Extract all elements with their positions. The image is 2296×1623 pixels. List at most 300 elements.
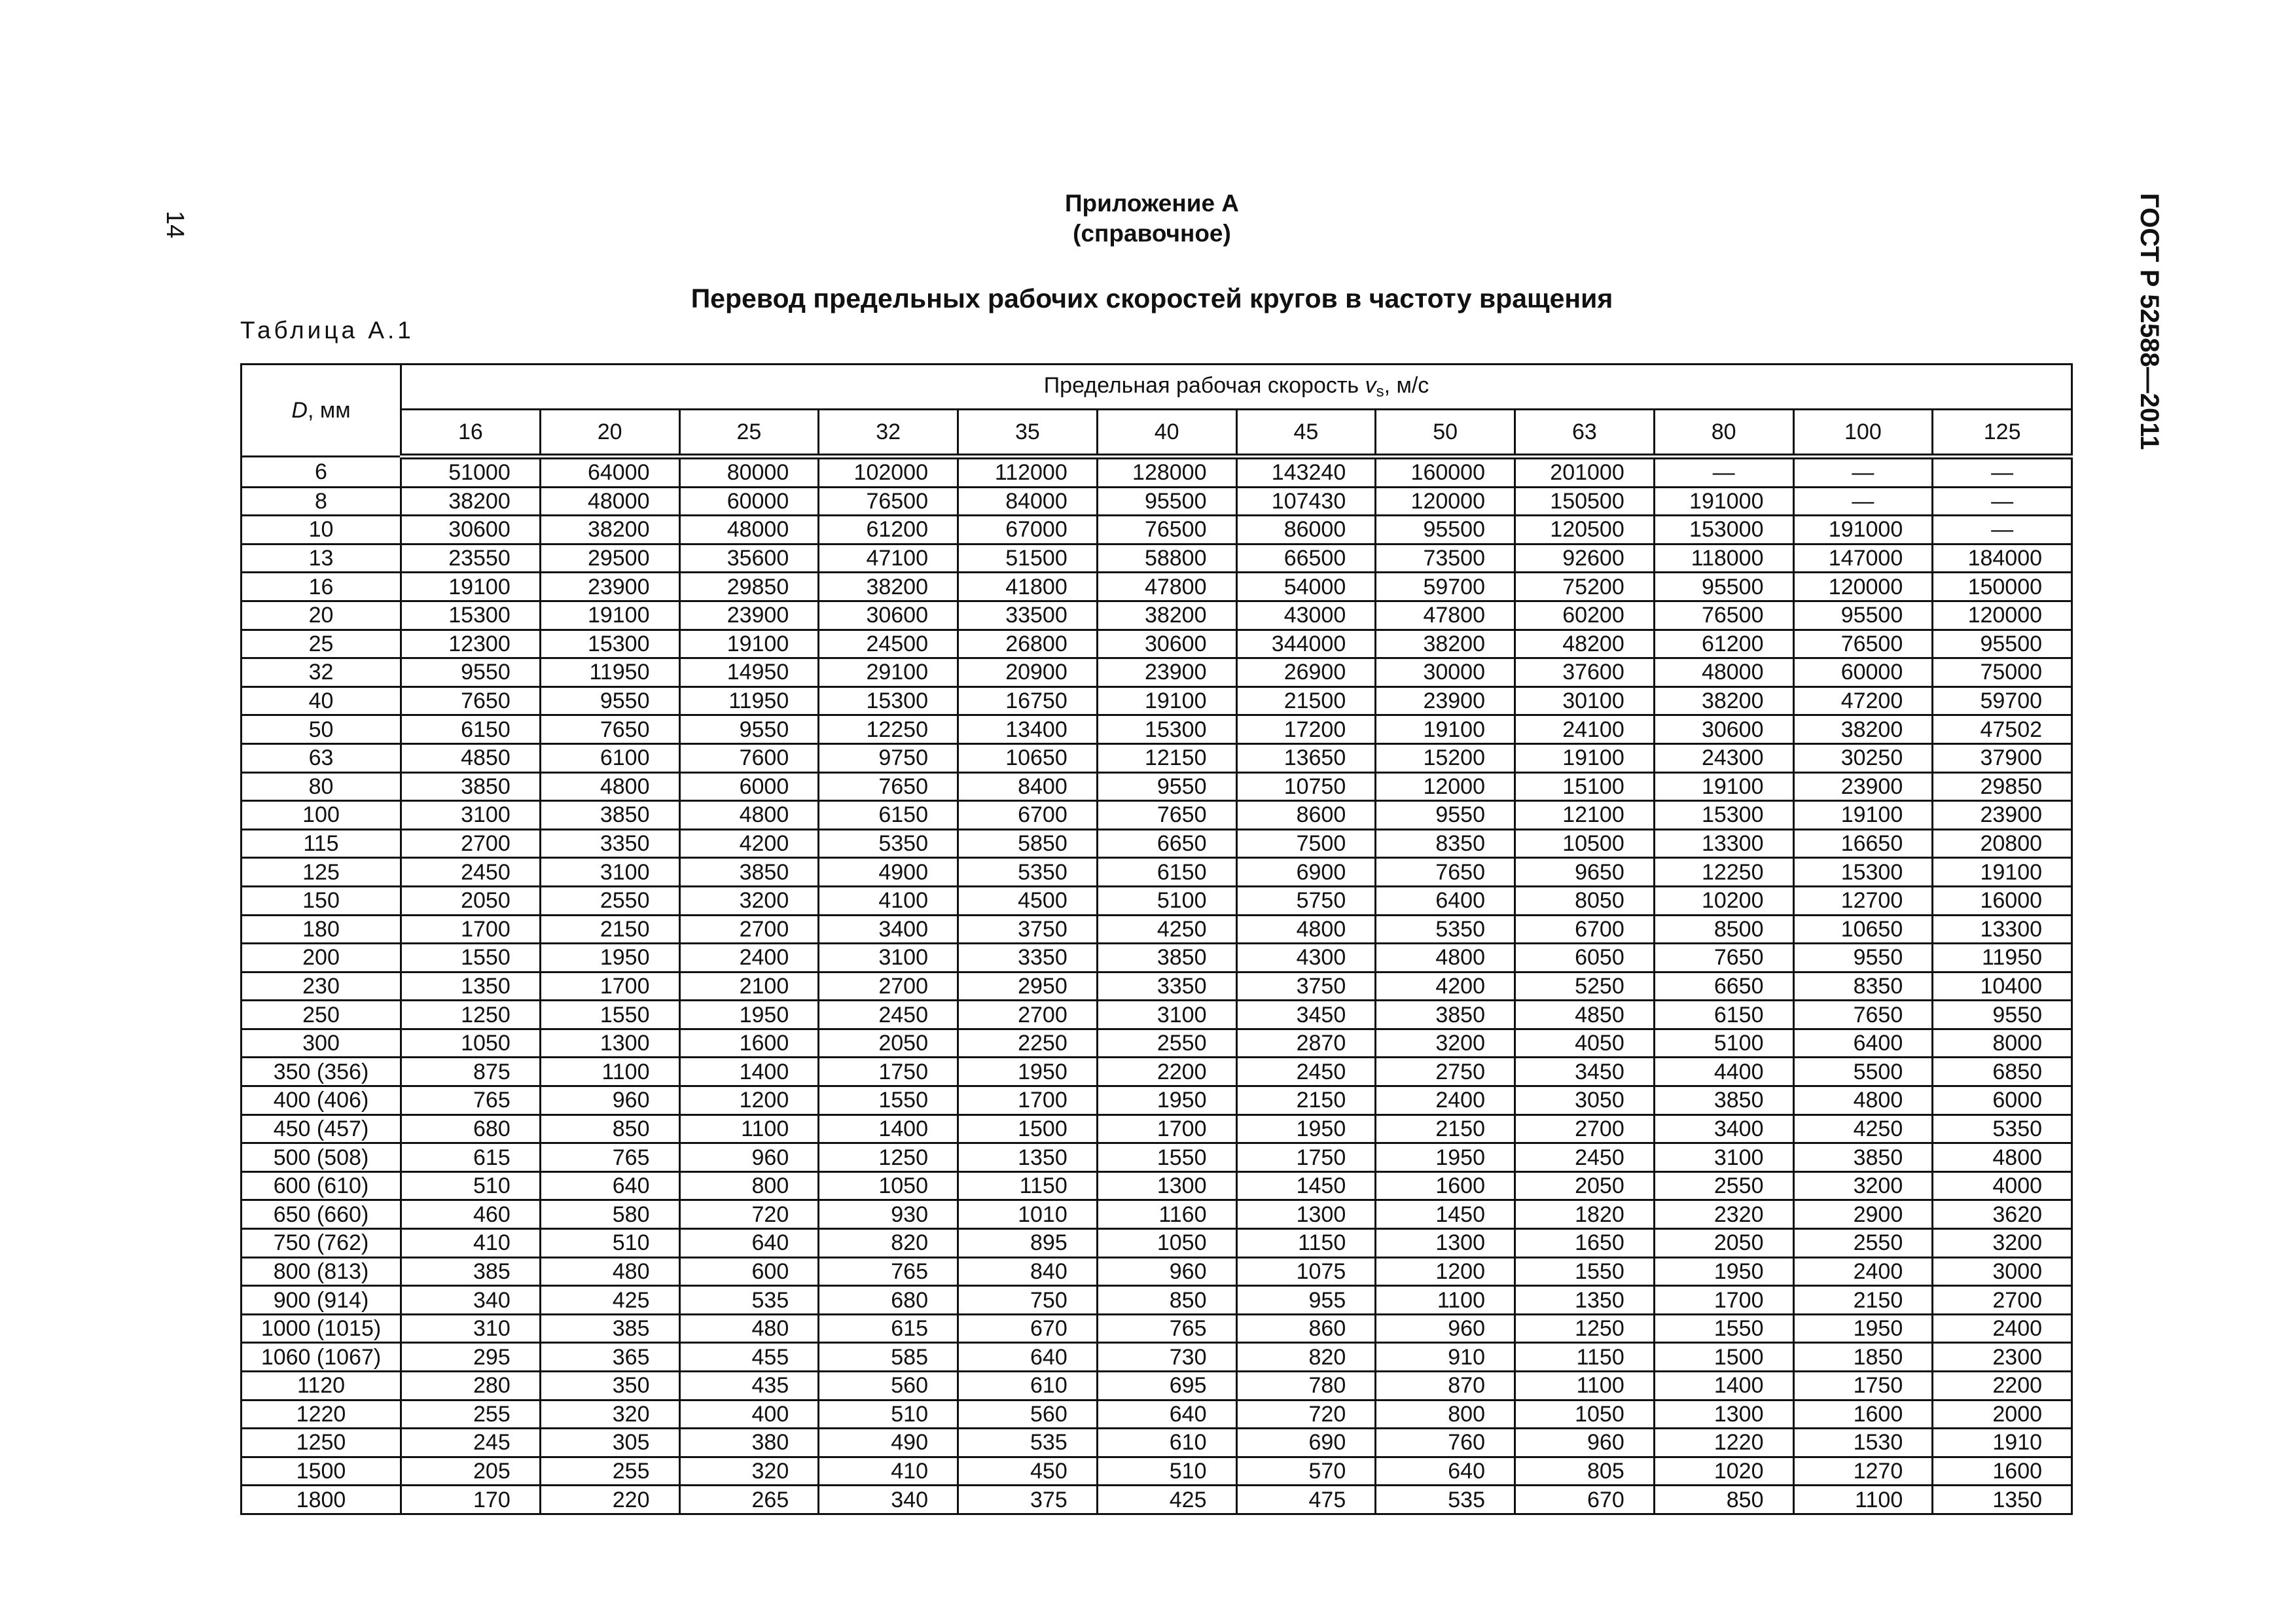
speed-column-header: 100 (1793, 410, 1933, 457)
rpm-cell: 15300 (819, 687, 958, 715)
rpm-cell: 3620 (1933, 1200, 2072, 1229)
rpm-cell: 12000 (1376, 772, 1515, 801)
rpm-cell: 375 (958, 1486, 1098, 1514)
rpm-cell: 67000 (958, 516, 1098, 544)
rpm-cell: 60200 (1515, 601, 1655, 630)
speed-column-header: 63 (1515, 410, 1655, 457)
rpm-cell: 10400 (1933, 972, 2072, 1001)
rpm-cell: 153000 (1654, 516, 1793, 544)
rpm-cell: 84000 (958, 487, 1098, 516)
rpm-cell: 2900 (1793, 1200, 1933, 1229)
diameter-cell: 16 (242, 573, 401, 601)
rpm-cell: 30600 (401, 516, 541, 544)
diameter-cell: 250 (242, 1001, 401, 1029)
rpm-cell: 1050 (401, 1029, 541, 1058)
rpm-cell: 95500 (1933, 630, 2072, 658)
rpm-cell: 820 (819, 1229, 958, 1258)
rpm-cell: 7650 (1654, 944, 1793, 972)
rpm-cell: 7500 (1236, 829, 1376, 858)
rpm-cell: 765 (401, 1086, 541, 1115)
rpm-cell: 1700 (1097, 1115, 1236, 1143)
rpm-cell: 64000 (540, 457, 679, 488)
rpm-cell: 19100 (1933, 858, 2072, 887)
rpm-cell: 4800 (1793, 1086, 1933, 1115)
annex-title: Приложение А (1064, 190, 1240, 217)
page-title: Перевод предельных рабочих скоростей кругов в частоту вращения (691, 283, 1613, 313)
rpm-cell: 29100 (819, 658, 958, 687)
rpm-cell: 76500 (1793, 630, 1933, 658)
table-row (242, 1286, 2072, 1315)
rpm-cell: 47800 (1097, 573, 1236, 601)
rpm-cell: 3850 (679, 858, 819, 887)
diameter-cell: 125 (242, 858, 401, 887)
table-row (242, 573, 2072, 601)
rpm-cell: 320 (540, 1400, 679, 1429)
table-row (242, 601, 2072, 630)
table-row (242, 915, 2072, 944)
rpm-cell: 19100 (1793, 801, 1933, 830)
rpm-cell: 19100 (1097, 687, 1236, 715)
table-row (242, 658, 2072, 687)
rpm-cell: 112000 (958, 457, 1098, 488)
rpm-cell: 6650 (1097, 829, 1236, 858)
rpm-cell: 15300 (540, 630, 679, 658)
rpm-cell: 29850 (1933, 772, 2072, 801)
rpm-cell: 7650 (1097, 801, 1236, 830)
rpm-cell: 30600 (1654, 715, 1793, 744)
diameter-cell: 150 (242, 886, 401, 915)
rpm-cell: 30600 (819, 601, 958, 630)
rpm-cell: 1850 (1793, 1343, 1933, 1372)
rpm-cell: 615 (819, 1314, 958, 1343)
rpm-cell: — (1793, 457, 1933, 488)
annex-subtitle: (справочное) (1073, 220, 1231, 247)
rpm-cell: 11950 (679, 687, 819, 715)
rpm-cell: 5350 (1933, 1115, 2072, 1143)
rpm-cell: 280 (401, 1372, 541, 1400)
rpm-cell: 5100 (1097, 886, 1236, 915)
rpm-cell: 220 (540, 1486, 679, 1514)
rpm-cell: 38200 (1793, 715, 1933, 744)
rpm-cell: 1300 (540, 1029, 679, 1058)
rpm-cell: 305 (540, 1429, 679, 1457)
rpm-cell: 1500 (958, 1115, 1098, 1143)
rpm-cell: 14950 (679, 658, 819, 687)
rpm-cell: — (1933, 487, 2072, 516)
rpm-cell: 95500 (1654, 573, 1793, 601)
rpm-cell: 510 (819, 1400, 958, 1429)
rpm-cell: 6700 (958, 801, 1098, 830)
rpm-cell: 3850 (1654, 1086, 1793, 1115)
rpm-cell: 35600 (679, 544, 819, 573)
rpm-cell: 7650 (1793, 1001, 1933, 1029)
rpm-cell: 600 (679, 1257, 819, 1286)
table-row (242, 1086, 2072, 1115)
rpm-cell: 15200 (1376, 743, 1515, 772)
table-row (242, 1171, 2072, 1200)
rpm-cell: 3850 (1376, 1001, 1515, 1029)
rpm-cell: 400 (679, 1400, 819, 1429)
rpm-cell: 4050 (1515, 1029, 1655, 1058)
rpm-cell: 191000 (1793, 516, 1933, 544)
rpm-cell: 510 (401, 1171, 541, 1200)
rpm-cell: 3350 (540, 829, 679, 858)
rpm-cell: 1250 (1515, 1314, 1655, 1343)
rpm-cell: 860 (1236, 1314, 1376, 1343)
rpm-cell: 295 (401, 1343, 541, 1372)
rpm-cell: 47502 (1933, 715, 2072, 744)
rpm-cell: 425 (540, 1286, 679, 1315)
rpm-cell: 410 (819, 1457, 958, 1486)
rpm-cell: 750 (958, 1286, 1098, 1315)
rpm-cell: 2550 (1097, 1029, 1236, 1058)
diameter-cell: 400 (406) (242, 1086, 401, 1115)
rpm-cell: 1600 (679, 1029, 819, 1058)
rpm-cell: 12300 (401, 630, 541, 658)
table-row (242, 1001, 2072, 1029)
rpm-cell: 9550 (401, 658, 541, 687)
rpm-cell: 1550 (1654, 1314, 1793, 1343)
rpm-cell: 7650 (819, 772, 958, 801)
rpm-cell: 6150 (1654, 1001, 1793, 1029)
rpm-cell: 2050 (1654, 1229, 1793, 1258)
diameter-cell: 115 (242, 829, 401, 858)
rpm-cell: 765 (540, 1143, 679, 1172)
rpm-cell: 11950 (540, 658, 679, 687)
rpm-cell: 310 (401, 1314, 541, 1343)
diameter-cell: 13 (242, 544, 401, 573)
rpm-cell: 570 (1236, 1457, 1376, 1486)
rpm-cell: 38200 (1376, 630, 1515, 658)
rpm-cell: 255 (540, 1457, 679, 1486)
rpm-cell: 1250 (401, 1001, 541, 1029)
rpm-cell: 1550 (401, 944, 541, 972)
rpm-cell: 765 (819, 1257, 958, 1286)
rpm-cell: 410 (401, 1229, 541, 1258)
rpm-cell: 118000 (1654, 544, 1793, 573)
rpm-cell: 3750 (1236, 972, 1376, 1001)
rpm-cell: 184000 (1933, 544, 2072, 573)
rpm-cell: 5350 (958, 858, 1098, 887)
rpm-cell: 120000 (1376, 487, 1515, 516)
rpm-cell: 2200 (1933, 1372, 2072, 1400)
rpm-cell: 265 (679, 1486, 819, 1514)
rpm-cell: 2250 (958, 1029, 1098, 1058)
rpm-cell: 2700 (819, 972, 958, 1001)
rpm-cell: 150500 (1515, 487, 1655, 516)
rpm-cell: 3200 (1793, 1171, 1933, 1200)
rpm-cell: 680 (401, 1115, 541, 1143)
diameter-cell: 80 (242, 772, 401, 801)
rpm-cell: 15300 (1793, 858, 1933, 887)
rpm-cell: 805 (1515, 1457, 1655, 1486)
rpm-cell: 26900 (1236, 658, 1376, 687)
rpm-cell: 3350 (958, 944, 1098, 972)
rpm-cell: 2550 (1793, 1229, 1933, 1258)
rpm-cell: 610 (958, 1372, 1098, 1400)
rpm-cell: 48000 (1654, 658, 1793, 687)
rpm-cell: 2700 (1933, 1286, 2072, 1315)
rpm-cell: 6700 (1515, 915, 1655, 944)
rpm-cell: 23900 (1933, 801, 2072, 830)
rpm-cell: 1400 (1654, 1372, 1793, 1400)
table-header-row (242, 365, 2072, 410)
rpm-cell: 13300 (1933, 915, 2072, 944)
speed-column-header: 45 (1236, 410, 1376, 457)
rpm-cell: 2450 (819, 1001, 958, 1029)
speed-column-header: 50 (1376, 410, 1515, 457)
rpm-cell: 26800 (958, 630, 1098, 658)
rpm-cell: 960 (540, 1086, 679, 1115)
rpm-cell: 61200 (1654, 630, 1793, 658)
rpm-cell: 3000 (1933, 1257, 2072, 1286)
rpm-cell: 510 (540, 1229, 679, 1258)
rpm-cell: 2870 (1236, 1029, 1376, 1058)
rpm-cell: 640 (1097, 1400, 1236, 1429)
rpm-cell: 960 (1515, 1429, 1655, 1457)
rpm-cell: — (1793, 487, 1933, 516)
rpm-cell: 15100 (1515, 772, 1655, 801)
rpm-cell: 38200 (401, 487, 541, 516)
rpm-cell: 425 (1097, 1486, 1236, 1514)
rpm-cell: 870 (1376, 1372, 1515, 1400)
rpm-cell: 37600 (1515, 658, 1655, 687)
rpm-cell: 4200 (1376, 972, 1515, 1001)
diameter-cell: 750 (762) (242, 1229, 401, 1258)
rpm-cell: 19100 (679, 630, 819, 658)
rpm-cell: 2400 (1933, 1314, 2072, 1343)
rpm-cell: 2400 (679, 944, 819, 972)
rpm-cell: 380 (679, 1429, 819, 1457)
rpm-cell: 43000 (1236, 601, 1376, 630)
rpm-cell: 10650 (1793, 915, 1933, 944)
rpm-cell: 895 (958, 1229, 1098, 1258)
rpm-cell: 340 (401, 1286, 541, 1315)
rpm-cell: 1550 (819, 1086, 958, 1115)
rpm-cell: 640 (958, 1343, 1098, 1372)
rpm-cell: 3400 (1654, 1115, 1793, 1143)
rpm-cell: 1700 (1654, 1286, 1793, 1315)
rpm-cell: 19100 (1515, 743, 1655, 772)
rpm-cell: 4500 (958, 886, 1098, 915)
diameter-cell: 1800 (242, 1486, 401, 1514)
rpm-cell: 4800 (1933, 1143, 2072, 1172)
rpm-cell: 1550 (540, 1001, 679, 1029)
table-row (242, 715, 2072, 744)
table-body (242, 457, 2072, 1514)
rpm-cell: 38200 (540, 516, 679, 544)
rpm-cell: 3350 (1097, 972, 1236, 1001)
rpm-cell: 76500 (1654, 601, 1793, 630)
rpm-cell: 5350 (1376, 915, 1515, 944)
rpm-cell: 2050 (819, 1029, 958, 1058)
rpm-cell: 80000 (679, 457, 819, 488)
rpm-cell: 6150 (1097, 858, 1236, 887)
rpm-cell: 51500 (958, 544, 1098, 573)
rpm-cell: 2100 (679, 972, 819, 1001)
rpm-cell: 73500 (1376, 544, 1515, 573)
diameter-cell: 1120 (242, 1372, 401, 1400)
rpm-cell: 38200 (1654, 687, 1793, 715)
rpm-cell: 16650 (1793, 829, 1933, 858)
rpm-cell: 1950 (540, 944, 679, 972)
rpm-cell: 4800 (679, 801, 819, 830)
diameter-cell: 300 (242, 1029, 401, 1058)
table-row (242, 1486, 2072, 1514)
rpm-cell: 480 (679, 1314, 819, 1343)
rpm-cell: 255 (401, 1400, 541, 1429)
table-row (242, 1143, 2072, 1172)
rpm-cell: 5250 (1515, 972, 1655, 1001)
diameter-cell: 40 (242, 687, 401, 715)
rpm-cell: 8400 (958, 772, 1098, 801)
rpm-cell: 9550 (1376, 801, 1515, 830)
rpm-cell: 6400 (1793, 1029, 1933, 1058)
rpm-cell: 1150 (1515, 1343, 1655, 1372)
rpm-cell: 1050 (1097, 1229, 1236, 1258)
rpm-cell: 21500 (1236, 687, 1376, 715)
speed-column-header: 16 (401, 410, 541, 457)
speed-symbol: v (1365, 372, 1376, 398)
rpm-cell: 1350 (401, 972, 541, 1001)
rpm-cell: 2750 (1376, 1058, 1515, 1086)
rpm-cell: 385 (401, 1257, 541, 1286)
diameter-cell: 10 (242, 516, 401, 544)
diameter-cell: 25 (242, 630, 401, 658)
rpm-cell: 3200 (1376, 1029, 1515, 1058)
rpm-cell: 2000 (1933, 1400, 2072, 1429)
table-row (242, 457, 2072, 488)
rpm-cell: 6650 (1654, 972, 1793, 1001)
rpm-cell: 120000 (1793, 573, 1933, 601)
rpm-cell: 2050 (401, 886, 541, 915)
rpm-cell: 51000 (401, 457, 541, 488)
rpm-cell: 150000 (1933, 573, 2072, 601)
rpm-cell: 2550 (1654, 1171, 1793, 1200)
rpm-cell: 1910 (1933, 1429, 2072, 1457)
rpm-cell: 13300 (1654, 829, 1793, 858)
rpm-cell: 490 (819, 1429, 958, 1457)
rpm-cell: 850 (1654, 1486, 1793, 1514)
rpm-cell: 1300 (1654, 1400, 1793, 1429)
speed-group-label: Предельная рабочая скорость (1043, 372, 1365, 398)
rpm-cell: 76500 (819, 487, 958, 516)
rpm-cell: 29850 (679, 573, 819, 601)
rpm-cell: 1750 (1236, 1143, 1376, 1172)
rpm-cell: 19100 (540, 601, 679, 630)
diameter-cell: 32 (242, 658, 401, 687)
diameter-cell: 600 (610) (242, 1171, 401, 1200)
rpm-cell: 5850 (958, 829, 1098, 858)
rpm-cell: 12250 (819, 715, 958, 744)
rpm-cell: 8000 (1933, 1029, 2072, 1058)
diameter-cell: 1220 (242, 1400, 401, 1429)
rpm-cell: 1350 (1515, 1286, 1655, 1315)
rpm-cell: 6000 (679, 772, 819, 801)
rpm-cell: 3100 (819, 944, 958, 972)
rpm-cell: 4250 (1793, 1115, 1933, 1143)
rpm-cell: 29500 (540, 544, 679, 573)
rpm-cell: 12700 (1793, 886, 1933, 915)
rpm-cell: 4800 (1376, 944, 1515, 972)
rpm-cell: 1400 (819, 1115, 958, 1143)
rpm-cell: 910 (1376, 1343, 1515, 1372)
rpm-cell: 1100 (1515, 1372, 1655, 1400)
table-row (242, 1372, 2072, 1400)
table-row (242, 1429, 2072, 1457)
rpm-cell: 13400 (958, 715, 1098, 744)
diameter-cell: 230 (242, 972, 401, 1001)
page-number: 14 (161, 211, 188, 239)
rpm-cell: 1530 (1793, 1429, 1933, 1457)
rpm-cell: 5500 (1793, 1058, 1933, 1086)
rpm-cell: 23900 (1097, 658, 1236, 687)
rpm-cell: 344000 (1236, 630, 1376, 658)
rpm-cell: 1270 (1793, 1457, 1933, 1486)
rpm-cell: 2150 (540, 915, 679, 944)
table-row (242, 1115, 2072, 1143)
diameter-cell: 63 (242, 743, 401, 772)
rpm-cell: 6850 (1933, 1058, 2072, 1086)
rpm-cell: 9650 (1515, 858, 1655, 887)
rpm-cell: 1020 (1654, 1457, 1793, 1486)
rpm-cell: 1200 (1376, 1257, 1515, 1286)
rpm-cell: 38200 (1097, 601, 1236, 630)
rpm-cell: 24300 (1654, 743, 1793, 772)
rpm-cell: 1400 (679, 1058, 819, 1086)
rpm-cell: 2400 (1376, 1086, 1515, 1115)
rpm-cell: 800 (1376, 1400, 1515, 1429)
rpm-cell: 680 (819, 1286, 958, 1315)
rpm-cell: 76500 (1097, 516, 1236, 544)
speed-column-header: 35 (958, 410, 1098, 457)
rpm-cell: 1450 (1236, 1171, 1376, 1200)
rpm-cell: 560 (819, 1372, 958, 1400)
diameter-cell: 350 (356) (242, 1058, 401, 1086)
speed-subscript: s (1376, 382, 1384, 401)
rpm-cell: 780 (1236, 1372, 1376, 1400)
speed-column-header: 32 (819, 410, 958, 457)
rpm-cell: 95500 (1097, 487, 1236, 516)
table-row (242, 829, 2072, 858)
rpm-cell: 3100 (401, 801, 541, 830)
diameter-symbol: D (291, 398, 308, 423)
table-row (242, 1229, 2072, 1258)
rpm-cell: 7650 (401, 687, 541, 715)
rpm-cell: 1750 (1793, 1372, 1933, 1400)
rpm-cell: 580 (540, 1200, 679, 1229)
document-code: ГОСТ Р 52588—2011 (2135, 193, 2164, 450)
rpm-cell: 1600 (1793, 1400, 1933, 1429)
rpm-cell: 3850 (540, 801, 679, 830)
speed-unit: , м/с (1384, 372, 1429, 398)
speed-conversion-table (240, 363, 2073, 1515)
table-caption: Таблица А.1 (240, 317, 414, 344)
table-row (242, 972, 2072, 1001)
rpm-cell: 585 (819, 1343, 958, 1372)
rpm-cell: 170 (401, 1486, 541, 1514)
rpm-cell: 10750 (1236, 772, 1376, 801)
rpm-cell: 1950 (1097, 1086, 1236, 1115)
rpm-cell: 15300 (401, 601, 541, 630)
speed-column-header: 25 (679, 410, 819, 457)
rpm-cell: 16000 (1933, 886, 2072, 915)
rpm-cell: 535 (958, 1429, 1098, 1457)
rpm-cell: 120000 (1933, 601, 2072, 630)
rpm-cell: 2450 (1236, 1058, 1376, 1086)
rpm-cell: 47800 (1376, 601, 1515, 630)
rpm-cell: 1650 (1515, 1229, 1655, 1258)
